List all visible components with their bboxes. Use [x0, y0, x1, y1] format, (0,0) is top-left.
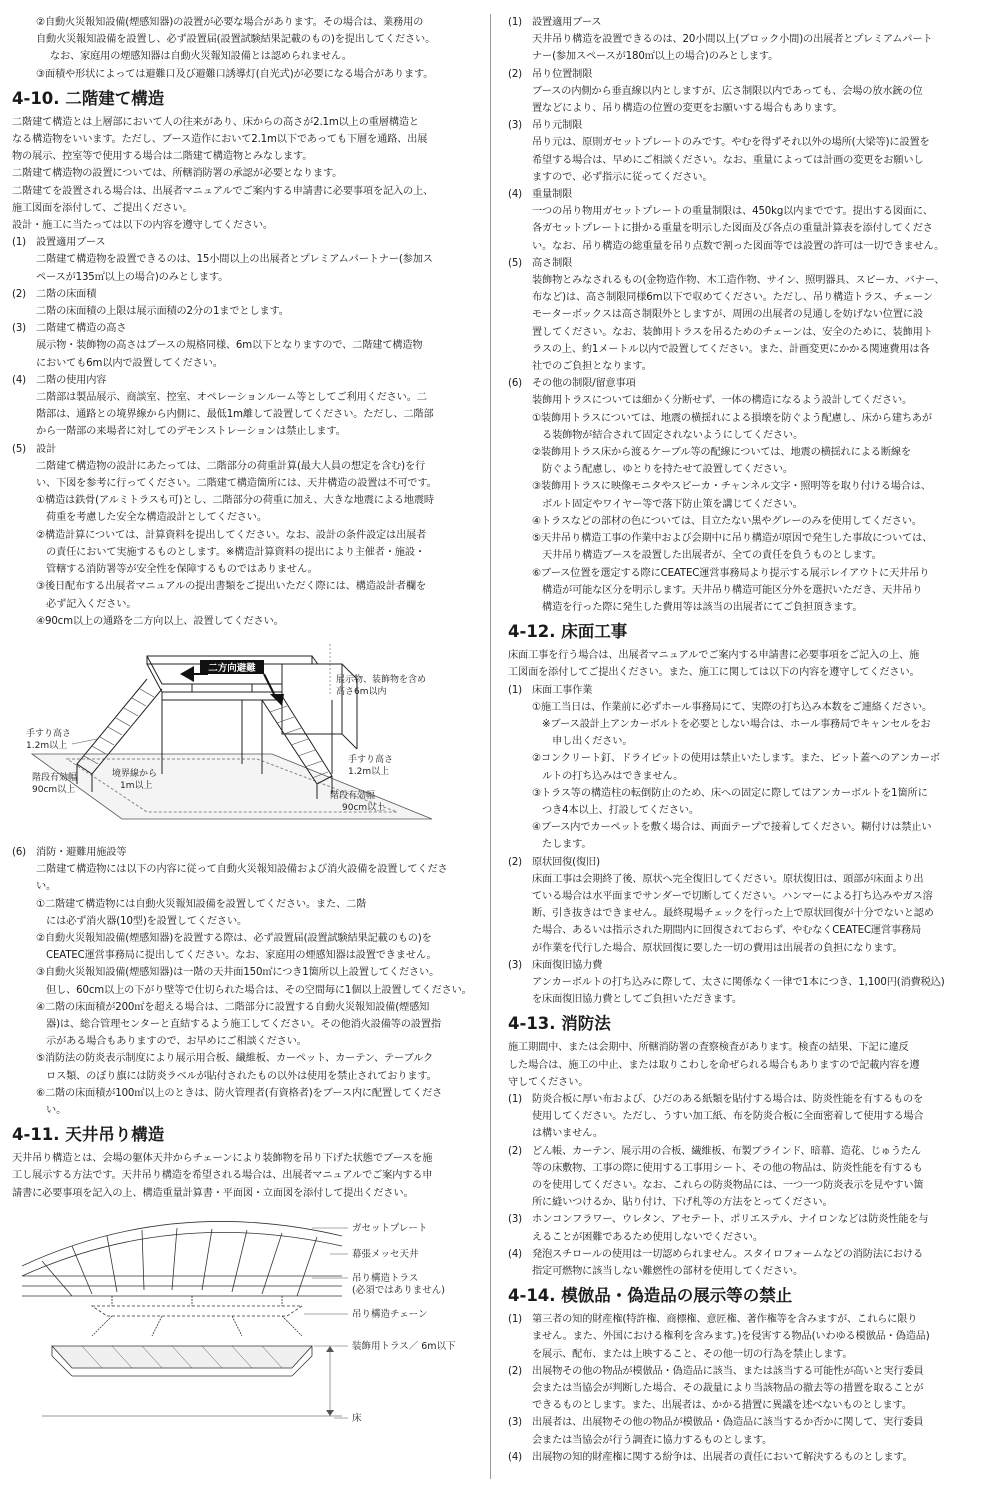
text-line: 二階建て構造とは上層部において人の往来があり、床からの高さが2.1m以上の重層構造と [12, 116, 419, 128]
text-line: い。 [36, 881, 57, 893]
item-label: (1) [508, 1093, 522, 1105]
section-4-11-items [508, 14, 988, 616]
text-line: ③自動火災報知設備(煙感知器)は一階の天井面150㎡につき1箇所以上設置してください。 [36, 967, 440, 979]
text-line: 施工期間中、または会期中、所轄消防署の査察検査があります。検査の結果、下記に違反 [508, 1042, 909, 1054]
item-label: (3) [508, 1417, 522, 1429]
item-label: (4) [508, 1248, 522, 1260]
text-line: ⑥二階の床面積が100㎡以上のときは、防火管理者(有資格者)をブース内に配置してくださ [36, 1087, 443, 1099]
text-line: 二階建てを設置される場合は、出展者マニュアルでご案内する申請書に必要事項を記入の上、 [12, 185, 434, 197]
counterfeit-list [508, 1311, 988, 1466]
text-line: 構造を行った際に発生した費用等は該当の出展者にてご負担頂きます。 [532, 601, 863, 613]
text-line: 工図面を添付してご提出ください。また、施工に関しては以下の内容を遵守してください。 [508, 667, 920, 679]
text-line: 二階の床面積の上限は展示面積の2分の1までとします。 [36, 306, 289, 318]
text-line: 装飾用トラスについては細かく分断せず、一体の構造になるよう設計してください。 [532, 395, 913, 407]
text-line: の責任において実施するものとします。※構造計算資料の提出により主催者・施設・ [36, 546, 425, 558]
text-line: ③トラス等の構造柱の転倒防止のため、床への固定に際してはアンカーボルトを1箇所に [532, 787, 928, 799]
text-line: 第三者の知的財産権(特許権、商標権、意匠権、著作権等を含みますが、これらに限り [532, 1314, 918, 1326]
item-label: (1) 床面工事作業 [508, 684, 593, 696]
text-line: 吊り元は、原則ガセットプレートのみです。やむを得ずそれ以外の場所(大梁等)に設置を [532, 137, 930, 149]
text-line: ④90cm以上の通路を二方向以上、設置してください。 [36, 615, 284, 627]
text-line: ③後日配布する出展者マニュアルの提出書類をご提出いただく際には、構造設計者欄を [36, 581, 426, 593]
text-line: 床面工事は会期終了後、原状へ完全復旧してください。原状復旧は、頭部が床面より出 [532, 873, 924, 885]
gusset-label: ガセットプレート [352, 1222, 428, 1234]
text-line: ④ブース内でカーペットを敷く場合は、両面テープで接着してください。糊付けは禁止い [532, 822, 932, 834]
text-line: ナー(参加スペースが180㎡以上の場合)のみとします。 [532, 51, 779, 63]
text-line: は構いません。 [532, 1128, 603, 1140]
text-line: 申し出ください。 [532, 736, 633, 748]
section-body-4-10 [12, 114, 474, 630]
text-line: を床面復旧協力費としてご負担いただきます。 [532, 994, 742, 1006]
text-line: 階部は、通路との境界線から内側に、最低1m離して設置してください。ただし、二階部 [36, 409, 434, 421]
item-label: (6) その他の制限/留意事項 [508, 378, 636, 390]
item-fire-facilities [12, 844, 474, 1119]
item-label: (3) [508, 1214, 522, 1226]
text-line: 必ず記入ください。 [36, 598, 137, 610]
text-line: が作業を代行した場合、原状回復に要した一切の費用は出展者の負担になります。 [532, 942, 903, 954]
two-storey-structure-diagram [12, 634, 474, 838]
text-line: どん帳、カーテン、展示用の合板、繊維板、布製ブラインド、暗幕、造花、じゅうたん [532, 1145, 921, 1157]
item-label: (1) 設置適用ブース [508, 17, 602, 28]
fire-law-list [508, 1091, 988, 1280]
text-line: 会または当協会が判断した場合、その裁量により当該物品の撤去等の措置を取ることが [532, 1383, 924, 1395]
text-line: 施工図面を添付して、ご提出ください。 [12, 202, 193, 214]
text-line: ①二階建て構造物には自動火災報知設備を設置してください。また、二階 [36, 898, 367, 910]
text-line: 天井吊り構造を設置できるのは、20小間以上(ブロック小間)の出展者とプレミアムパート [532, 34, 933, 46]
text-line: 展示物・装飾物の高さはブースの規格同様、6m以下となりますので、二階建て構造物 [36, 340, 423, 352]
boundary-label-1: 境界線から [112, 768, 158, 779]
text-line: した場合は、施工の中止、または取りこわしを命ぜられる場合もありますので記載内容を遵 [508, 1059, 920, 1071]
text-line: ロス類、のぼり旗には防炎ラベルが貼付されたもの以外は使用を禁止されております。 [36, 1070, 437, 1082]
text-line: 防炎合板に厚い布および、ひだのある紙類を貼付する場合は、防炎性能を有するものを [532, 1093, 924, 1105]
item-label: (2) 吊り位置制限 [508, 68, 593, 80]
text-line: ペースが135㎡以上の場合)のみとします。 [36, 271, 229, 283]
text-line: 断、引き抜きはできません。最終現場チェックを行った上で原状回復が十分でないと認め [532, 908, 934, 920]
chain-label: 吊り構造チェーン [352, 1308, 428, 1320]
floor-label: 床 [352, 1412, 362, 1424]
text-line: なる構造物をいいます。ただし、ブース造作において2.1m以下であっても下層を通路、出展 [12, 134, 428, 146]
list-item [508, 1211, 988, 1228]
text-line: 会または当協会が行う調査に協力するものとします。 [532, 1434, 773, 1446]
text-line: なお、家庭用の煙感知器は自動火災報知設備とは認められません。 [50, 51, 352, 63]
section-heading-4-11: 4-11. 天井吊り構造 [12, 1125, 165, 1145]
text-line: 出展物の知的財産権に関する紛争は、出展者の責任において解決するものとします。 [532, 1451, 913, 1463]
text-line: 二階部は製品展示、商談室、控室、オペレーションルーム等としてご利用ください。二 [36, 392, 427, 404]
text-line: 管轄する消防署等が安全性を保障するものではありません。 [36, 564, 318, 576]
text-line: ホンコンフラワー、ウレタン、アセテート、ポリエステル、ナイロンなどは防炎性能を与 [532, 1214, 929, 1226]
list-item [508, 1363, 988, 1380]
item-label: (1) 設置適用ブース [12, 237, 106, 249]
text-line: ②コンクリート釘、ドライピットの使用は禁止いたします。また、ピット蓋へのアンカーボ [532, 753, 940, 765]
intro-notes [12, 14, 474, 83]
text-line: ⑥ブース位置を選定する際にCEATEC運営事務局より提示する展示レイアウトに天井吊り [532, 567, 930, 579]
text-line: ②構造計算については、計算資料を提出してください。なお、設計の条件設定は出展者 [36, 529, 427, 541]
text-line: 器)は、総合管理センターと直結するよう施工してください。その他消火設備等の設置指 [36, 1018, 441, 1030]
text-line: ※ブース設計上アンカーボルトを必要としない場合は、ホール事務局でキャンセルをお [532, 718, 931, 730]
text-line: 出展者は、出展物その他の物品が模倣品・偽造品に該当するか否かに関して、実行委員 [532, 1417, 924, 1429]
text-line: CEATEC運営事務局に提出してください。なお、家庭用の煙感知器は設置できません。 [36, 950, 437, 962]
item-label: (3) 吊り元制限 [508, 120, 583, 132]
text-line: 希望する場合は、早めにご相談ください。なお、重量によっては計画の変更をお願いし [532, 154, 924, 166]
text-line: 但し、60cm以上の下がり壁等で仕切られた場合は、その空間毎に1個以上設置してください。 [36, 984, 472, 996]
text-line: 床面工事を行う場合は、出展者マニュアルでご案内する申請書に必要事項をご記入の上、施 [508, 650, 920, 662]
text-line: い。なお、吊り構造の総重量を吊り点数で割った図面等では設置の許可は一切できません。 [532, 240, 945, 252]
item-label: (4) 二階の使用内容 [12, 374, 107, 386]
stair-right-label-2: 90cm以上 [342, 802, 386, 813]
left-column [12, 14, 474, 1494]
text-line: から一階部の来場者に対してのデモンストレーションは禁止します。 [36, 426, 346, 438]
stair-left-label-2: 90cm以上 [32, 784, 76, 795]
text-line: 使用してください。ただし、うすい加工紙、布を防炎合板に全面密着して使用する場合 [532, 1111, 924, 1123]
text-line: い。 [36, 1104, 67, 1116]
text-line: のを使用してください。なお、これらの防炎物品には、一つ一つ防炎表示を見やすい箇 [532, 1180, 924, 1191]
text-line: 発泡スチロールの使用は一切認められません。スタイロフォームなどの消防法における [532, 1248, 923, 1260]
text-line: ①装飾用トラスについては、地震の横揺れによる損壊を防ぐよう配慮し、床から建ちあが [532, 412, 932, 424]
text-line: ている場合は水平面までサンダーで切断してください。ハンマーによる打ち込みやガス溶 [532, 890, 933, 902]
text-line: 出展物その他の物品が模倣品・偽造品に該当、または該当する可能性が高いと実行委員 [532, 1365, 924, 1377]
text-line: 荷重を考慮した安全な構造設計としてください。 [36, 512, 267, 524]
column-divider [490, 14, 491, 1479]
arrow-label: 二方向避難 [208, 662, 256, 674]
text-line: 等の床敷物、工事の際に使用する工事用シート、その他の物品は、防炎性能を有するも [532, 1162, 923, 1174]
item-label: (3) 二階建て構造の高さ [12, 323, 127, 335]
two-storey-illustration [12, 634, 472, 834]
text-line: 二階建て構造物の設置については、所轄消防署の承認が必要となります。 [12, 168, 343, 180]
text-line: つき4本以上、打設してください。 [532, 804, 699, 816]
text-line: 二階建て構造物を設置できるのは、15小間以上の出展者とプレミアムパートナー(参加ス [36, 254, 433, 266]
text-line: 指定可燃物に該当しない難燃性の部材を使用してください。 [532, 1266, 804, 1278]
text-line: ⑤天井吊り構造工事の作業中および会期中に吊り構造が原因で発生した事故については、 [532, 533, 933, 545]
height-label-1: 展示物、装飾物を含め [336, 674, 427, 685]
text-line: ⑤消防法の防炎表示制度により展示用合板、繊維板、カーペット、カーテン、テーブルク [36, 1053, 434, 1065]
text-line: たします。 [532, 839, 592, 851]
item-label: (3) 床面復旧協力費 [508, 959, 603, 971]
item-label: (2) [508, 1145, 522, 1157]
right-column [508, 14, 988, 1494]
text-line: ますので、必ず指示に従ってください。 [532, 171, 713, 183]
list-item [508, 1246, 988, 1263]
list-item [508, 1091, 988, 1108]
text-line: においても6m以内で設置してください。 [36, 357, 223, 369]
item-label: (5) 高さ制限 [508, 257, 573, 269]
stair-left-label-1: 階段有効幅 [32, 772, 78, 783]
text-line: 装飾物とみなされるもの(金物造作物、木工造作物、サイン、照明器具、スピーカ、バナー、 [532, 275, 945, 287]
section-heading-4-13: 4-13. 消防法 [508, 1014, 611, 1034]
section-heading-4-12: 4-12. 床面工事 [508, 622, 628, 642]
text-line: ②装飾用トラス床から渡るケーブル等の配線については、地震の横揺れによる断線を [532, 447, 911, 459]
item-label: (2) [508, 1365, 522, 1377]
text-line: ブースの内側から垂直線以内としますが、広さ制限以内であっても、会場の放水銃の位 [532, 85, 923, 97]
text-line: 防ぐよう配慮し、ゆとりを持たせて設置してください。 [532, 464, 793, 476]
text-line: い、下図を参考に行ってください。二階建て構造箇所には、天井構造の設置は不可です。 [36, 478, 437, 490]
text-line: モーターボックスは高さ制限外としますが、周囲の出展者の見通しを妨げない位置に設 [532, 309, 923, 321]
rail-left-label-1: 手すり高さ [26, 728, 72, 739]
text-line: 物の展示、控室等で使用する場合は二階建て構造物とみなします。 [12, 151, 313, 163]
text-line: 置などにより、吊り構造の位置の変更をお願いする場合もあります。 [532, 103, 843, 115]
text-line: ラスの上、約1メートル以内で設置してください。また、計画変更にかかる関連費用は各 [532, 343, 930, 355]
deco-truss-label: 装飾用トラス／ 6m以下 [352, 1340, 456, 1352]
text-line: た場合、あるいは指示された期間内に回復されておらず、やむなくCEATEC運営事務局 [532, 925, 922, 937]
rail-right-label-1: 手すり高さ [348, 754, 394, 765]
text-line: 各ガセットプレートに掛かる重量を明示した図面及び各点の重量計算表を添付してくださ [532, 223, 933, 235]
item-label: (2) 二階の床面積 [12, 288, 97, 300]
text-line: ③装飾用トラスに映像モニタやスピーカ・チャンネル文字・照明等を取り付ける場合は、 [532, 481, 931, 493]
text-line: できるものとします。また、出展者は、かかる措置に異議を述べないものとします。 [532, 1400, 912, 1412]
text-line: 設計・施工に当たっては以下の内容を遵守してください。 [12, 220, 273, 232]
ceiling-suspension-illustration [12, 1206, 472, 1428]
list-item [508, 1414, 988, 1431]
section-body-4-12 [508, 647, 988, 1008]
text-line: 守してください。 [508, 1076, 589, 1088]
item-label: (4) 重量制限 [508, 189, 573, 201]
item-label: (4) [508, 1451, 522, 1463]
truss-label-1: 吊り構造トラス [352, 1272, 419, 1284]
text-line: 請書に必要事項を記入の上、構造重量計算書・平面図・立面図を添付して提出ください。 [12, 1187, 414, 1199]
text-line: 天井吊り構造とは、会場の躯体天井からチェーンにより装飾物を吊り下げた状態でブースを施 [12, 1153, 433, 1165]
item-label: (6) 消防・避難用施設等 [12, 846, 127, 858]
text-line: ④二階の床面積が200㎡を超える場合は、二階部分に設置する自動火災報知設備(煙感知 [36, 1001, 430, 1013]
text-line: 置してください。なお、装飾用トラスを吊るためのチェーンは、安全のために、装飾用ト [532, 326, 933, 338]
list-item [508, 1311, 988, 1328]
text-line: 示がある場合もありますので、お早めにご相談ください。 [36, 1036, 307, 1048]
text-line: 布など)は、高さ制限同様6m以下で収めてください。ただし、吊り構造トラス、チェーン [532, 292, 933, 304]
item-label: (1) [508, 1314, 522, 1326]
text-line: 天井吊り構造ブースを設置した出展者が、全ての責任を負うものとします。 [532, 550, 882, 562]
text-line: には必ず消火器(10型)を設置してください。 [36, 915, 248, 927]
text-line: 一つの吊り物用ガセットプレートの重量制限は、450kg以内までです。提出する図面に、 [532, 206, 933, 218]
section-body-4-13 [508, 1039, 988, 1091]
text-line: 構造が可能な区分を明示します。天井吊り構造可能区分外を選択いただき、天井吊り [532, 584, 923, 596]
text-line: 自動火災報知設備を設置し、必ず設置届(設置試験結果記載のもの)を提出してください。 [36, 34, 436, 46]
text-line: ボルト固定やワイヤー等で落下防止策を講じてください。 [532, 498, 803, 510]
item-label: (2) 原状回復(復旧) [508, 856, 600, 868]
item-label: (5) 設計 [12, 443, 57, 455]
ceiling-label: 幕張メッセ天井 [352, 1248, 419, 1260]
section-heading-4-10: 4-10. 二階建て構造 [12, 88, 165, 108]
text-line: ①施工当日は、作業前に必ずホール事務局にて、実際の打ち込み本数をご連絡ください。 [532, 701, 933, 713]
text-line: ルトの打ち込みはできません。 [532, 770, 684, 782]
text-line: アンカーボルトの打ち込みに際して、太さに関係なく一律で1本につき、1,100円(消費税込) [532, 976, 945, 988]
section-body-4-11 [12, 1150, 474, 1202]
text-line: 二階建て構造物の設計にあたっては、二階部分の荷重計算(最大人員の想定を含む)を行 [36, 460, 426, 472]
text-line: 二階建て構造物には以下の内容に従って自動火災報知設備および消火設備を設置してくださ [36, 864, 448, 876]
text-line: ②自動火災報知設備(煙感知器)の設置が必要な場合があります。その場合は、業務用の [36, 17, 424, 28]
list-item [508, 1449, 988, 1466]
rail-right-label-2: 1.2m以上 [348, 766, 390, 777]
section-heading-4-14: 4-14. 模倣品・偽造品の展示等の禁止 [508, 1286, 793, 1306]
truss-label-2: (必須ではありません) [352, 1284, 445, 1296]
text-line: を展示、配布、または上映すること、その他一切の行為を禁止します。 [532, 1348, 853, 1360]
stair-right-label-1: 階段有効幅 [330, 790, 376, 801]
rail-left-label-2: 1.2m以上 [26, 740, 68, 751]
boundary-label-2: 1m以上 [120, 780, 153, 791]
height-label-2: 高さ6m以内 [336, 686, 387, 697]
text-line: ③面積や形状によっては避難口及び避難口誘導灯(自光式)が必要になる場合があります。 [36, 68, 434, 80]
text-line: ④トラスなどの部材の色については、目立たない黒やグレーのみを使用してください。 [532, 515, 922, 527]
list-item [508, 1143, 988, 1160]
text-line: ません。また、外国における権利を含みます。)を侵害する物品(いわゆる模倣品・偽造品) [532, 1331, 930, 1343]
text-line: 工し展示する方法です。天井吊り構造を希望される場合は、出展者マニュアルでご案内する申 [12, 1170, 433, 1182]
text-line: ②自動火災報知設備(煙感知器)を設置する際は、必ず設置届(設置試験結果記載のもの)を [36, 932, 432, 944]
text-line: えることが困難であるため使用しないでください。 [532, 1231, 763, 1243]
text-line: 社でのご負担となります。 [532, 361, 652, 373]
text-line: ①構造は鉄骨(アルミトラスも可)とし、二階部分の荷重に加え、大きな地震による地震時 [36, 495, 434, 507]
ceiling-suspension-diagram [12, 1206, 474, 1432]
text-line: 所に縫いつけるか、貼り付け、下げ札等の方法をとってください。 [532, 1197, 833, 1209]
text-line: る装飾物が結合されて固定されないようにしてください。 [532, 429, 804, 441]
